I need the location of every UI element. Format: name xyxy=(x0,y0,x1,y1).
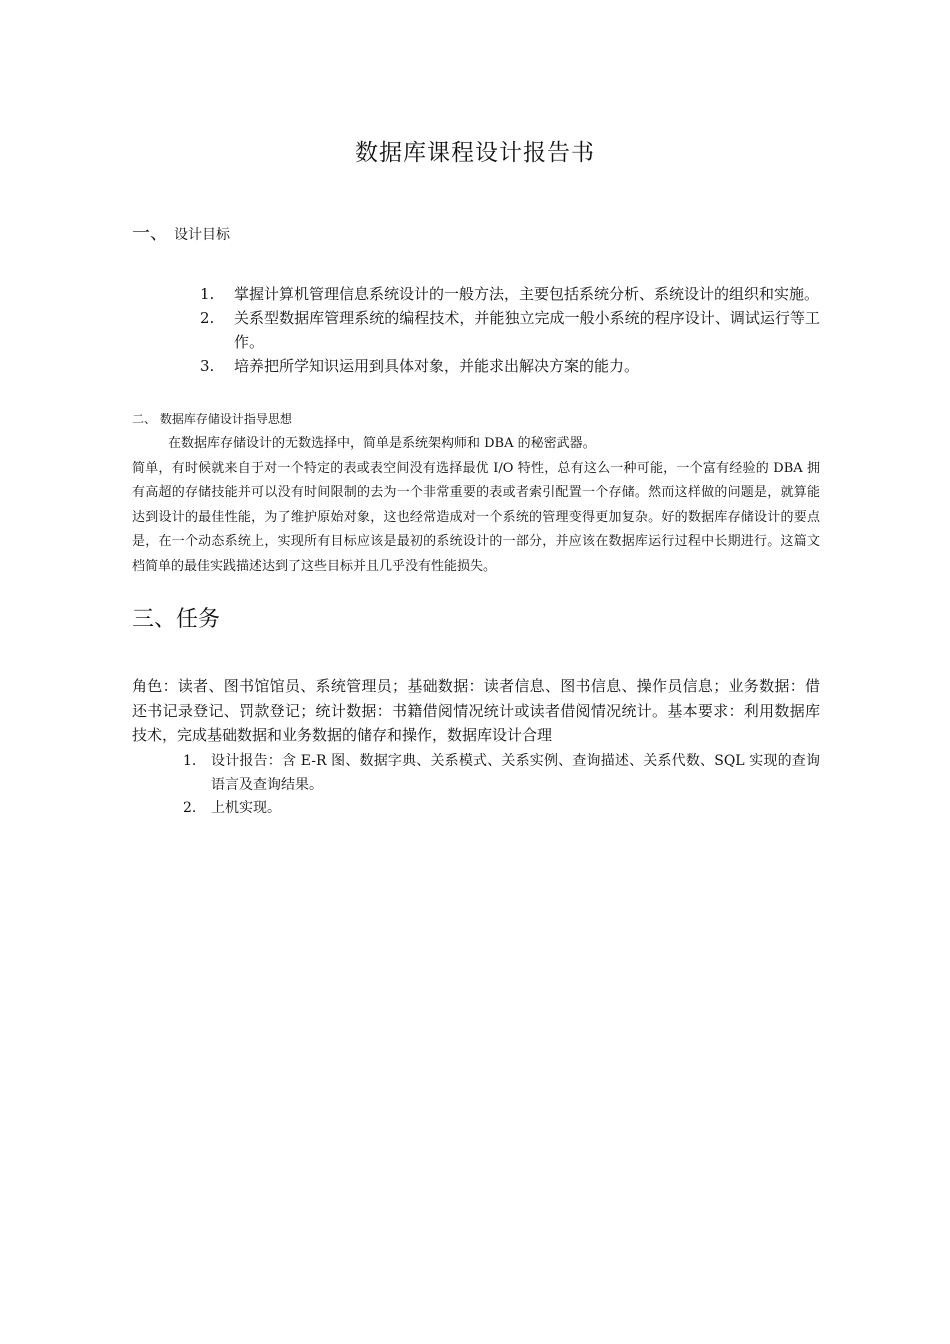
list-item xyxy=(180,797,820,821)
list-item-text: 掌握计算机管理信息系统设计的一般方法，主要包括系统分析、系统设计的组织和实施。 xyxy=(234,285,820,303)
task-list xyxy=(180,750,820,821)
paragraph-first-line: 在数据库存储设计的无数选择中，简单是系统架构师和 DBA 的秘密武器。 xyxy=(168,436,596,451)
list-item xyxy=(198,306,820,354)
storage-design-paragraph xyxy=(132,432,820,580)
section-1-heading xyxy=(132,220,230,248)
list-item-text: 关系型数据库管理系统的编程技术，并能独立完成一般小系统的程序设计、调试运行等工作。 xyxy=(234,309,820,351)
list-item-number: 2. xyxy=(183,800,197,816)
list-item-number: 1. xyxy=(200,285,215,303)
list-item-number: 2. xyxy=(200,309,215,327)
task-paragraph: 角色：读者、图书馆馆员、系统管理员；基础数据：读者信息、图书信息、操作员信息；业务数据：借还书记录登记、罚款登记；统计数据：书籍借阅情况统计或读者借阅情况统计。基本要求：利用数据库技术，完成基础数据和业务数据的储存和操作，数据库设计合理 xyxy=(132,677,820,744)
section-3-heading: 三、任务 xyxy=(132,607,221,632)
section-1-number: 一、 xyxy=(132,223,168,244)
section-1-title: 设计目标 xyxy=(174,227,230,243)
section-2-heading: 二、 数据库存储设计指导思想 xyxy=(132,412,292,426)
list-item-number: 1. xyxy=(183,753,197,769)
document-title: 数据库课程设计报告书 xyxy=(355,140,595,166)
design-goals-list xyxy=(198,282,820,378)
list-item xyxy=(198,354,820,378)
list-item-text: 上机实现。 xyxy=(211,800,281,816)
list-item-text: 培养把所学知识运用到具体对象，并能求出解决方案的能力。 xyxy=(234,357,640,375)
list-item xyxy=(180,750,820,797)
list-item-text: 设计报告：含 E-R 图、数据字典、关系模式、关系实例、查询描述、关系代数、SQL 实现的查询语言及查询结果。 xyxy=(211,753,820,793)
paragraph-body: 简单，有时候就来自于对一个特定的表或表空间没有选择最优 I/O 特性，总有这么一种可能，一个富有经验的 DBA 拥有高超的存储技能并可以没有时间限制的去为一个非常重要的表或者索引配置一个存储。然而这样做的问题是，就算能达到设计的最佳性能，为了维护原始对象，这也经常造成对一个系统的管理变得更加复杂。好的数据库存储设计的要点是，在一个动态系统上，实现所有目标应该是最初的系统设计的一部分，并应该在数据库运行过程中长期进行。这篇文档简单的最佳实践描述达到了这些目标并且几乎没有性能损失。 xyxy=(132,460,820,574)
list-item xyxy=(198,282,820,306)
list-item-number: 3. xyxy=(200,357,215,375)
